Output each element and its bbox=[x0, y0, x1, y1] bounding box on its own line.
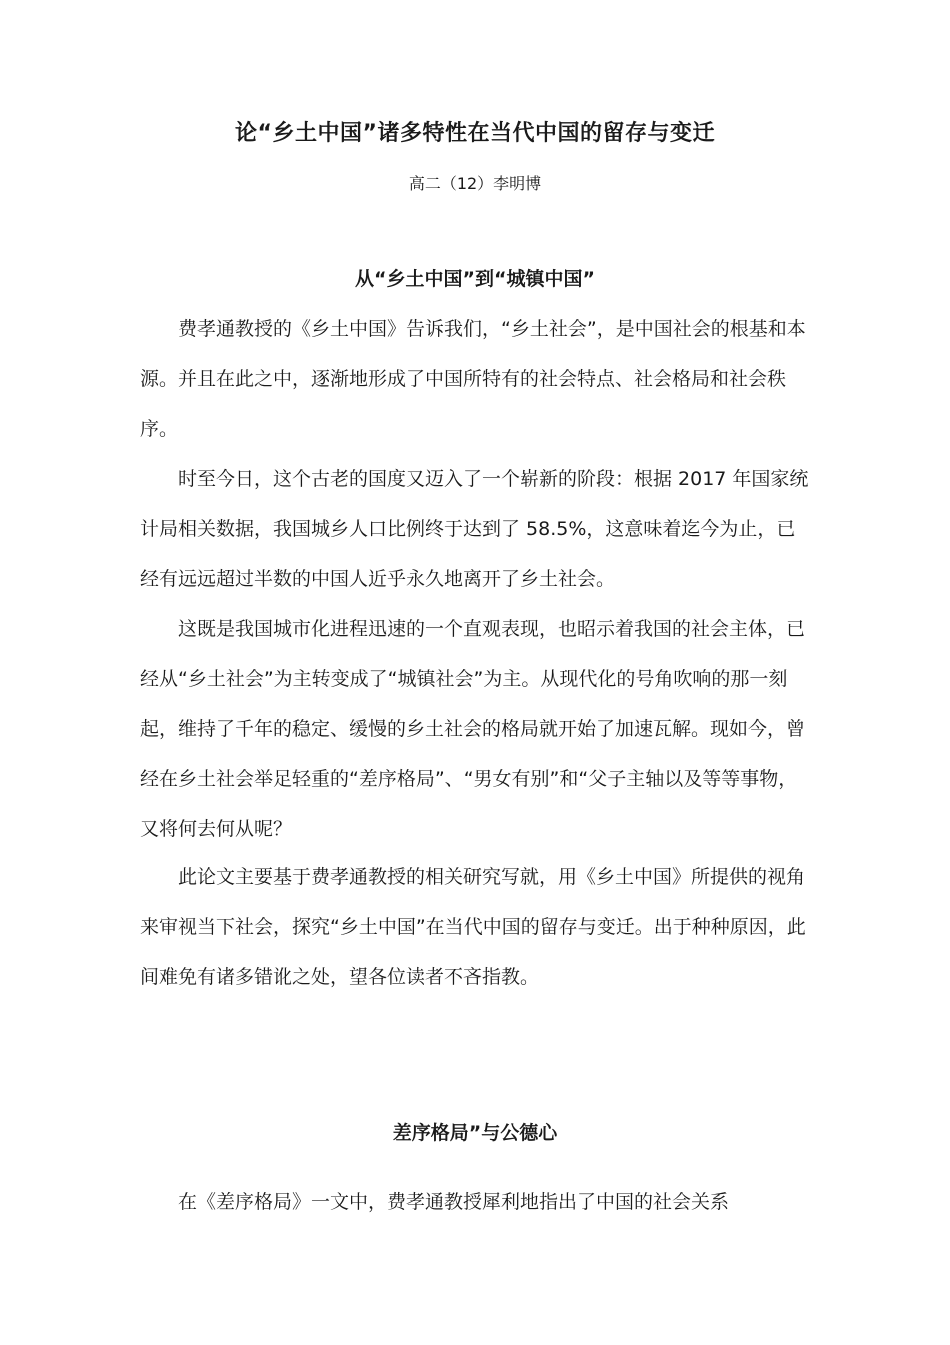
paragraph-2: 时至今日，这个古老的国度又迈入了一个崭新的阶段：根据 2017 年国家统计局相关数据，我国城乡人口比例终于达到了 58.5%，这意味着迄今为止，已经有远远超过半数的中国人近乎永久地离开了乡土社会。 bbox=[140, 468, 809, 590]
paragraph-5: 在《差序格局》一文中，费孝通教授犀利地指出了中国的社会关系 bbox=[178, 1191, 730, 1213]
document-title: 论“乡土中国”诸多特性在当代中国的留存与变迁 bbox=[235, 121, 715, 146]
paragraph-1: 费孝通教授的《乡土中国》告诉我们，“乡土社会”，是中国社会的根基和本源。并且在此之中，逐渐地形成了中国所特有的社会特点、社会格局和社会秩序。 bbox=[140, 318, 806, 440]
paragraph-3: 这既是我国城市化进程迅速的一个直观表现，也昭示着我国的社会主体，已经从“乡土社会”为主转变成了“城镇社会”为主。从现代化的号角吹响的那一刻起，维持了千年的稳定、缓慢的乡土社会的格局就开始了加速瓦解。现如今，曾经在乡土社会举足轻重的“差序格局”、“男女有别”和“父子主轴以及等等事物，又将何去何从呢？ bbox=[140, 618, 806, 840]
section-heading-2: 差序格局”与公德心 bbox=[392, 1122, 558, 1144]
document-author: 高二（12）李明博 bbox=[408, 174, 542, 193]
paragraph-4: 此论文主要基于费孝通教授的相关研究写就，用《乡土中国》所提供的视角来审视当下社会，探究“乡土中国”在当代中国的留存与变迁。出于种种原因，此间难免有诸多错讹之处，望各位读者不吝指教。 bbox=[140, 866, 806, 988]
section-heading-1: 从“乡土中国”到“城镇中国” bbox=[355, 268, 595, 290]
